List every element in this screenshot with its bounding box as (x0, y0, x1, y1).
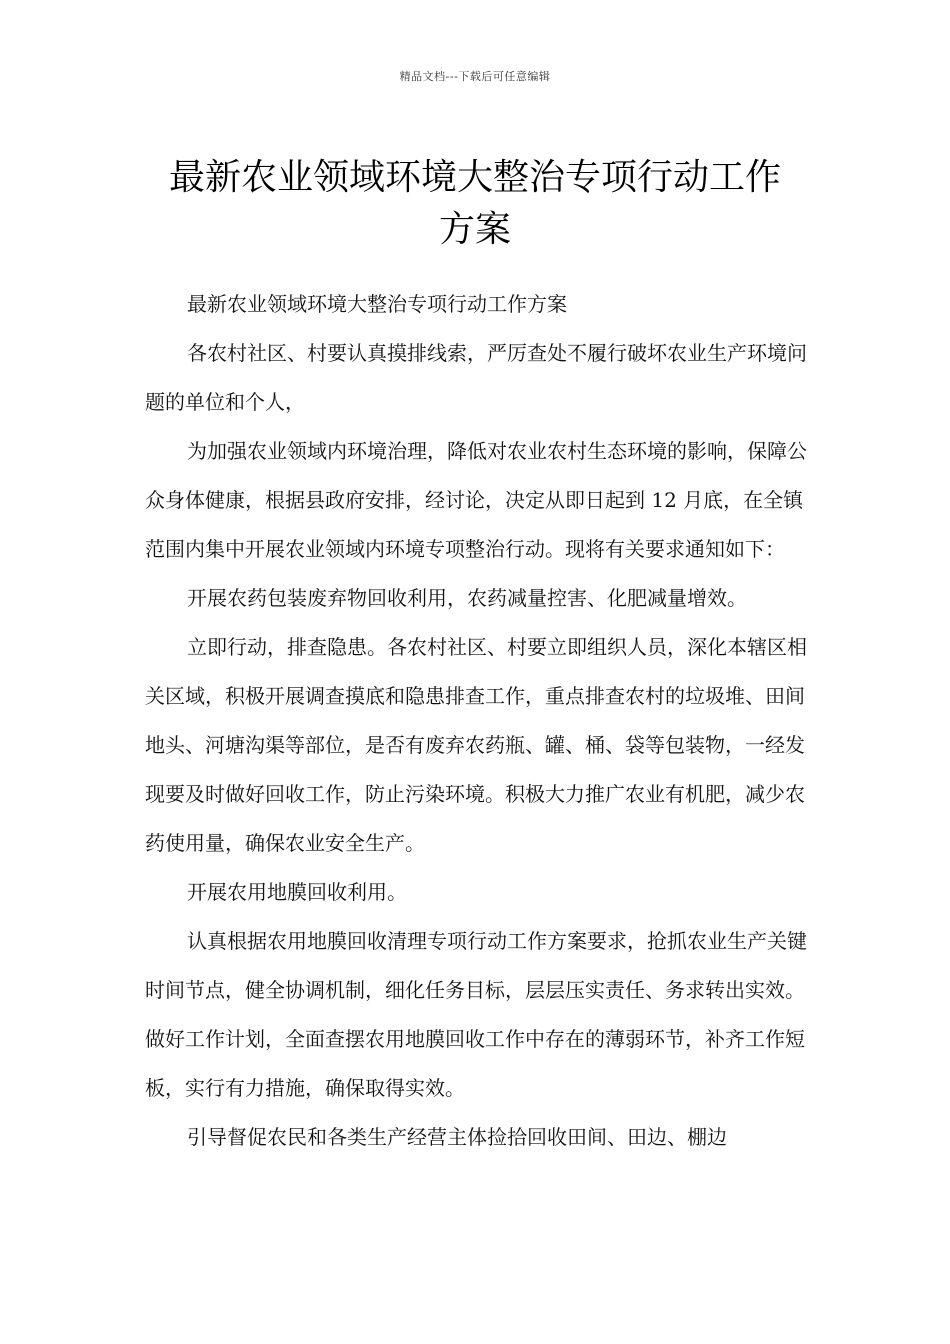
header-note: 精品文档---下载后可任意编辑 (399, 70, 551, 83)
paragraph: 最新农业领域环境大整治专项行动工作方案 (187, 292, 567, 316)
paragraph: 立即行动，排查隐患。各农村社区、村要立即组织人员，深化本辖区相关区域，积极开展调查摸底和隐患排查工作，重点排查农村的垃圾堆、田间地头、河塘沟渠等部位，是否有废弃农药瓶、罐、桶、袋等包装物，一经发现要及时做好回收工作，防止污染环境。积极大力推广农业有机肥，减少农药使用量，确保农业安全生产。 (145, 635, 807, 855)
title-line-1: 最新农业领域环境大整治专项行动工作 (168, 157, 781, 199)
document-body (145, 280, 815, 1162)
title-line-2: 方案 (438, 209, 511, 251)
paragraph: 开展农药包装废弃物回收利用，农药减量控害、化肥减量增效。 (187, 586, 747, 610)
paragraph: 各农村社区、村要认真摸排线索，严厉查处不履行破坏农业生产环境问题的单位和个人， (145, 341, 807, 414)
paragraph: 为加强农业领域内环境治理，降低对农业农村生态环境的影响，保障公众身体健康，根据县政府安排，经讨论，决定从即日起到 12 月底，在全镇范围内集中开展农业领域内环境专项整治行动。现将有关要求通知如下： (145, 439, 807, 561)
document-title (130, 152, 820, 256)
paragraph: 认真根据农用地膜回收清理专项行动工作方案要求，抢抓农业生产关键时间节点，健全协调机制，细化任务目标，层层压实责任、务求转出实效。做好工作计划，全面查摆农用地膜回收工作中存在的薄弱环节，补齐工作短板，实行有力措施，确保取得实效。 (145, 929, 807, 1100)
paragraph: 开展农用地膜回收利用。 (187, 880, 407, 904)
paragraph: 引导督促农民和各类生产经营主体捡拾回收田间、田边、棚边 (187, 1125, 727, 1149)
